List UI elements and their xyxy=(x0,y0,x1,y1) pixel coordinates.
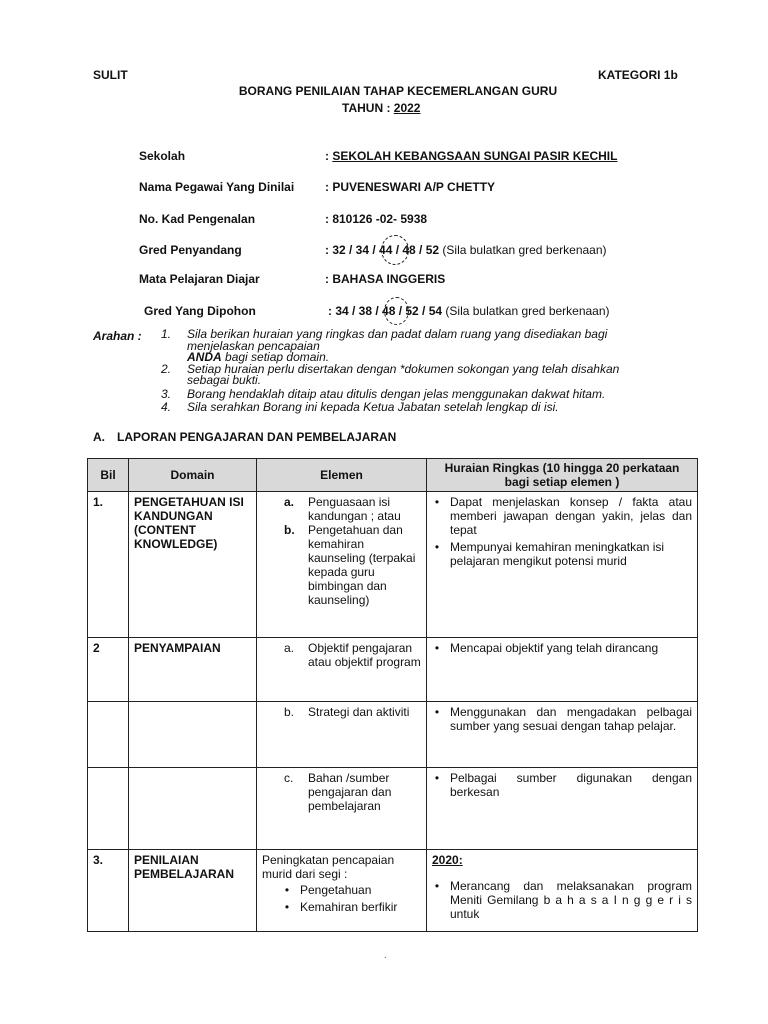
gred-dipohon-note: (Sila bulatkan gred berkenaan) xyxy=(445,304,610,318)
arahan-text: Sila berikan huraian yang ringkas dan padat dalam ruang yang disediakan bagi xyxy=(187,327,608,341)
row-elemen xyxy=(257,768,427,850)
table-row xyxy=(88,850,698,932)
year-value: 2022 xyxy=(393,101,421,115)
row-elemen xyxy=(257,850,427,932)
elemen-text: Penguasaan isi kandungan ; atau xyxy=(308,495,401,523)
huraian-item xyxy=(432,705,692,733)
huraian-text: Dapat menjelaskan konsep / fakta atau memberi jawapan dengan yakin, jelas dan tepat xyxy=(450,495,692,537)
arahan-text: sebagai bukti. xyxy=(187,373,262,387)
form-title: BORANG PENILAIAN TAHAP KECEMERLANGAN GURU xyxy=(238,84,558,98)
gred-dipohon-options: : 34 / 38 / 48 / 52 / 54 xyxy=(328,304,443,318)
field-label-gred-dipohon: Gred Yang Dipohon xyxy=(144,304,256,318)
row-domain: PENILAIAN PEMBELAJARAN xyxy=(129,850,257,932)
bullet-icon: • xyxy=(434,540,440,554)
huraian-year: 2020: xyxy=(432,853,463,867)
elemen-text: Strategi dan aktiviti xyxy=(308,705,410,719)
elemen-mark: a. xyxy=(284,641,295,655)
elemen-text: Pengetahuan dan kemahiran kaunseling (terpakai kepada guru bimbingan dan kaunseling) xyxy=(308,523,416,607)
section-a-title: LAPORAN PENGAJARAN DAN PEMBELAJARAN xyxy=(117,430,397,444)
table-row xyxy=(88,768,698,850)
circle-mark-icon xyxy=(384,297,409,325)
row-bil: 3. xyxy=(88,850,129,932)
huraian-item xyxy=(432,495,692,537)
header-elemen: Elemen xyxy=(257,459,427,492)
arahan-text: Borang hendaklah ditaip atau ditulis dengan jelas menggunakan dakwat hitam. xyxy=(187,386,606,401)
elemen-text: Kemahiran berfikir xyxy=(300,900,398,914)
row-domain xyxy=(129,768,257,850)
arahan-item xyxy=(161,386,681,401)
elemen-item xyxy=(262,771,421,813)
row-domain: PENGETAHUAN ISI KANDUNGAN (CONTENT KNOWLEDGE) xyxy=(129,492,257,638)
arahan-emphasis: ANDA xyxy=(187,350,222,364)
field-label-nama: Nama Pegawai Yang Dinilai xyxy=(139,180,295,194)
field-label-gred-penyandang: Gred Penyandang xyxy=(139,243,242,257)
year-line xyxy=(342,101,420,115)
arahan-num: 1. xyxy=(161,327,172,341)
elemen-mark: b. xyxy=(284,523,295,537)
arahan-text-rest: bagi setiap domain. xyxy=(225,350,330,364)
row-huraian xyxy=(427,702,698,768)
huraian-text: Pelbagai sumber digunakan dengan berkesan xyxy=(450,771,692,799)
header-right: KATEGORI 1b xyxy=(598,68,678,82)
page-mark: . xyxy=(384,950,387,961)
elemen-item xyxy=(262,641,421,669)
table-row xyxy=(88,638,698,702)
bullet-icon: • xyxy=(434,641,440,655)
field-label-kad: No. Kad Pengenalan xyxy=(139,212,256,226)
row-bil xyxy=(88,702,129,768)
huraian-text: Mempunyai kemahiran meningkatkan isi pelajaran mengikut potensi murid xyxy=(450,540,665,568)
elemen-text: Peningkatan pencapaian murid dari segi : xyxy=(262,853,395,881)
row-huraian xyxy=(427,638,698,702)
year-label: TAHUN : xyxy=(342,101,391,115)
header-left: SULIT xyxy=(93,68,128,82)
elemen-item xyxy=(262,900,421,914)
bullet-icon: • xyxy=(284,883,290,897)
circle-mark-icon xyxy=(381,235,409,265)
header-domain: Domain xyxy=(129,459,257,492)
table-row xyxy=(88,492,698,638)
section-a-label: A. xyxy=(93,430,105,444)
row-domain: PENYAMPAIAN xyxy=(129,638,257,702)
elemen-mark: a. xyxy=(284,495,295,509)
bullet-icon: • xyxy=(434,495,440,509)
elemen-item xyxy=(262,705,421,719)
bullet-icon: • xyxy=(434,705,440,719)
elemen-item xyxy=(262,523,421,607)
header-bil: Bil xyxy=(88,459,129,492)
arahan-num: 3. xyxy=(161,386,172,401)
field-label-sekolah: Sekolah xyxy=(139,149,186,163)
row-huraian xyxy=(427,768,698,850)
huraian-text: Merancang dan melaksanakan program Meniti Gemilang b a h a s a I n g g e r i s untuk xyxy=(450,879,692,921)
huraian-item xyxy=(432,641,692,655)
school-name: SEKOLAH KEBANGSAAN SUNGAI PASIR KECHIL xyxy=(332,149,618,163)
arahan-num: 2. xyxy=(161,361,172,376)
arahan-item xyxy=(161,361,681,387)
header-huraian: Huraian Ringkas (10 hingga 20 perkataan bagi setiap elemen ) xyxy=(427,459,698,492)
field-value-gred-penyandang xyxy=(325,243,607,257)
arahan-label: Arahan : xyxy=(93,329,142,343)
arahan-text: Setiap huraian perlu disertakan dengan *dokumen sokongan yang telah disahkan xyxy=(187,361,620,376)
row-huraian xyxy=(427,850,698,932)
huraian-item xyxy=(432,771,692,799)
row-bil: 2 xyxy=(88,638,129,702)
row-elemen xyxy=(257,638,427,702)
gred-penyandang-note: (Sila bulatkan gred berkenaan) xyxy=(442,243,607,257)
arahan-item xyxy=(161,329,681,364)
arahan-text: Sila serahkan Borang ini kepada Ketua Jabatan setelah lengkap di isi. xyxy=(187,400,559,414)
bullet-icon: • xyxy=(284,900,290,914)
row-elemen xyxy=(257,492,427,638)
bullet-icon: • xyxy=(434,771,440,785)
field-value-sekolah: : SEKOLAH KEBANGSAAN SUNGAI PASIR KECHIL xyxy=(325,149,618,163)
elemen-text: Bahan /sumber pengajaran dan pembelajaran xyxy=(308,771,392,813)
elemen-mark: c. xyxy=(284,771,294,785)
field-value-nama: : PUVENESWARI A/P CHETTY xyxy=(325,180,496,194)
row-elemen xyxy=(257,702,427,768)
huraian-item xyxy=(432,879,692,921)
row-bil: 1. xyxy=(88,492,129,638)
row-domain xyxy=(129,702,257,768)
huraian-text: Menggunakan dan mengadakan pelbagai sumber yang sesuai dengan tahap pelajar. xyxy=(450,705,692,733)
elemen-text: Objektif pengajaran atau objektif program xyxy=(308,641,421,669)
field-value-gred-dipohon xyxy=(328,304,610,318)
arahan-item xyxy=(161,402,681,414)
field-value-mata-pelajaran: : BAHASA INGGERIS xyxy=(325,272,446,286)
elemen-mark: b. xyxy=(284,705,295,719)
table-header-row xyxy=(88,459,698,492)
gred-penyandang-options: : 32 / 34 / 44 / 48 / 52 xyxy=(325,243,440,257)
row-huraian xyxy=(427,492,698,638)
arahan-text: menjelaskan pencapaian xyxy=(187,338,320,353)
field-value-kad: : 810126 -02- 5938 xyxy=(325,212,428,226)
elemen-item xyxy=(262,495,421,523)
assessment-table xyxy=(87,458,698,932)
field-label-mata-pelajaran: Mata Pelajaran Diajar xyxy=(139,272,260,286)
elemen-text: Pengetahuan xyxy=(300,883,372,897)
table-row xyxy=(88,702,698,768)
arahan-num: 4. xyxy=(161,400,172,414)
huraian-text: Mencapai objektif yang telah dirancang xyxy=(450,641,659,655)
elemen-item xyxy=(262,883,421,897)
bullet-icon: • xyxy=(434,879,440,893)
arahan-list xyxy=(161,329,681,414)
row-bil xyxy=(88,768,129,850)
huraian-item xyxy=(432,540,692,568)
